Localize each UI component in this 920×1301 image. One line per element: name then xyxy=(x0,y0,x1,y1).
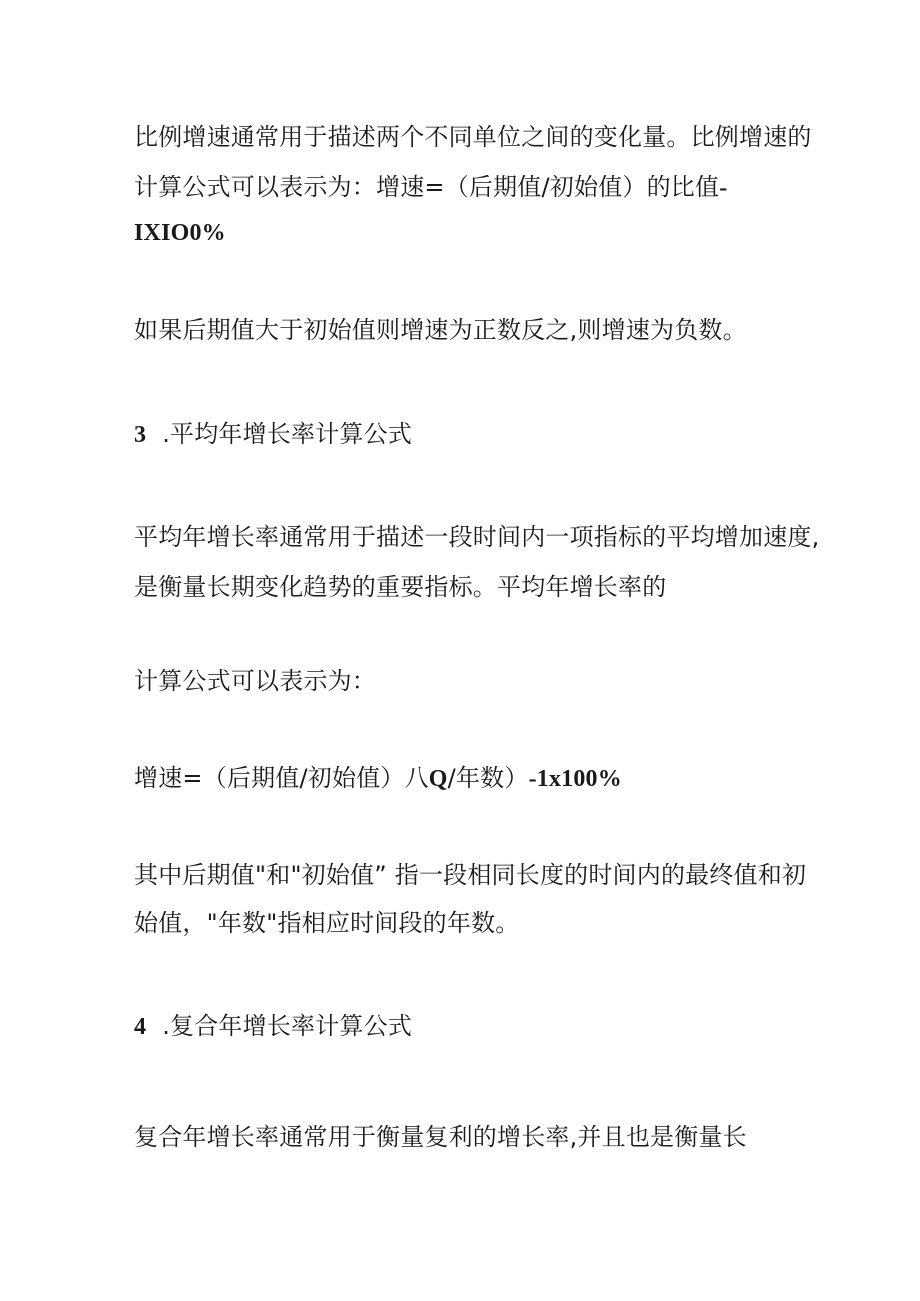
text: 是衡量长期变化趋势的重要指标。平均年增长率的 xyxy=(134,573,667,601)
text: 比例增速通常用于描述两个不同单位之间的变化量。比例增速的 xyxy=(134,123,812,151)
text: 复合年增长率通常用于衡量复利的增长率,并且也是衡量长 xyxy=(134,1123,747,1151)
section-number: 3 xyxy=(134,422,147,448)
paragraph-average-growth-line2 xyxy=(134,570,666,604)
paragraph-growth-sign xyxy=(134,313,747,347)
text: 始值，"年数"指相应时间段的年数。 xyxy=(134,909,520,937)
section-heading-4 xyxy=(134,1009,412,1044)
text: 平均年增长率通常用于描述一段时间内一项指标的平均增加速度, xyxy=(134,523,820,551)
minus-sign: - xyxy=(719,175,728,201)
section-heading-3 xyxy=(134,417,412,452)
section-number: 4 xyxy=(134,1014,147,1040)
text: 其中后期值"和"初始值” 指一段相同长度的时间内的最终值和初 xyxy=(134,861,807,889)
text: 计算公式可以表示为： xyxy=(134,667,376,695)
paragraph-definitions-line1 xyxy=(134,858,806,892)
formula-multiplier xyxy=(134,216,226,250)
paragraph-average-growth-line1 xyxy=(134,520,819,554)
text: 如果后期值大于初始值则增速为正数反之,则增速为负数。 xyxy=(134,316,747,344)
formula-tail: -1x100% xyxy=(528,766,622,792)
paragraph-formula-intro xyxy=(134,664,376,698)
paragraph-ratio-growth-line1 xyxy=(134,120,812,154)
paragraph-ratio-growth-line2 xyxy=(134,170,727,205)
text: 计算公式可以表示为：增速=（后期值/初始值）的比值 xyxy=(134,173,720,201)
paragraph-definitions-line2 xyxy=(134,906,519,940)
formula-symbol: Q xyxy=(428,766,448,792)
text: IXIO0% xyxy=(134,220,226,246)
text: 增速=（后期值/初始值）八 xyxy=(134,764,429,792)
formula-average-growth xyxy=(134,761,622,796)
section-title: .复合年增长率计算公式 xyxy=(162,1012,413,1040)
text: /年数） xyxy=(447,764,529,792)
paragraph-compound-growth-line1 xyxy=(134,1120,747,1154)
section-title: .平均年增长率计算公式 xyxy=(162,420,413,448)
